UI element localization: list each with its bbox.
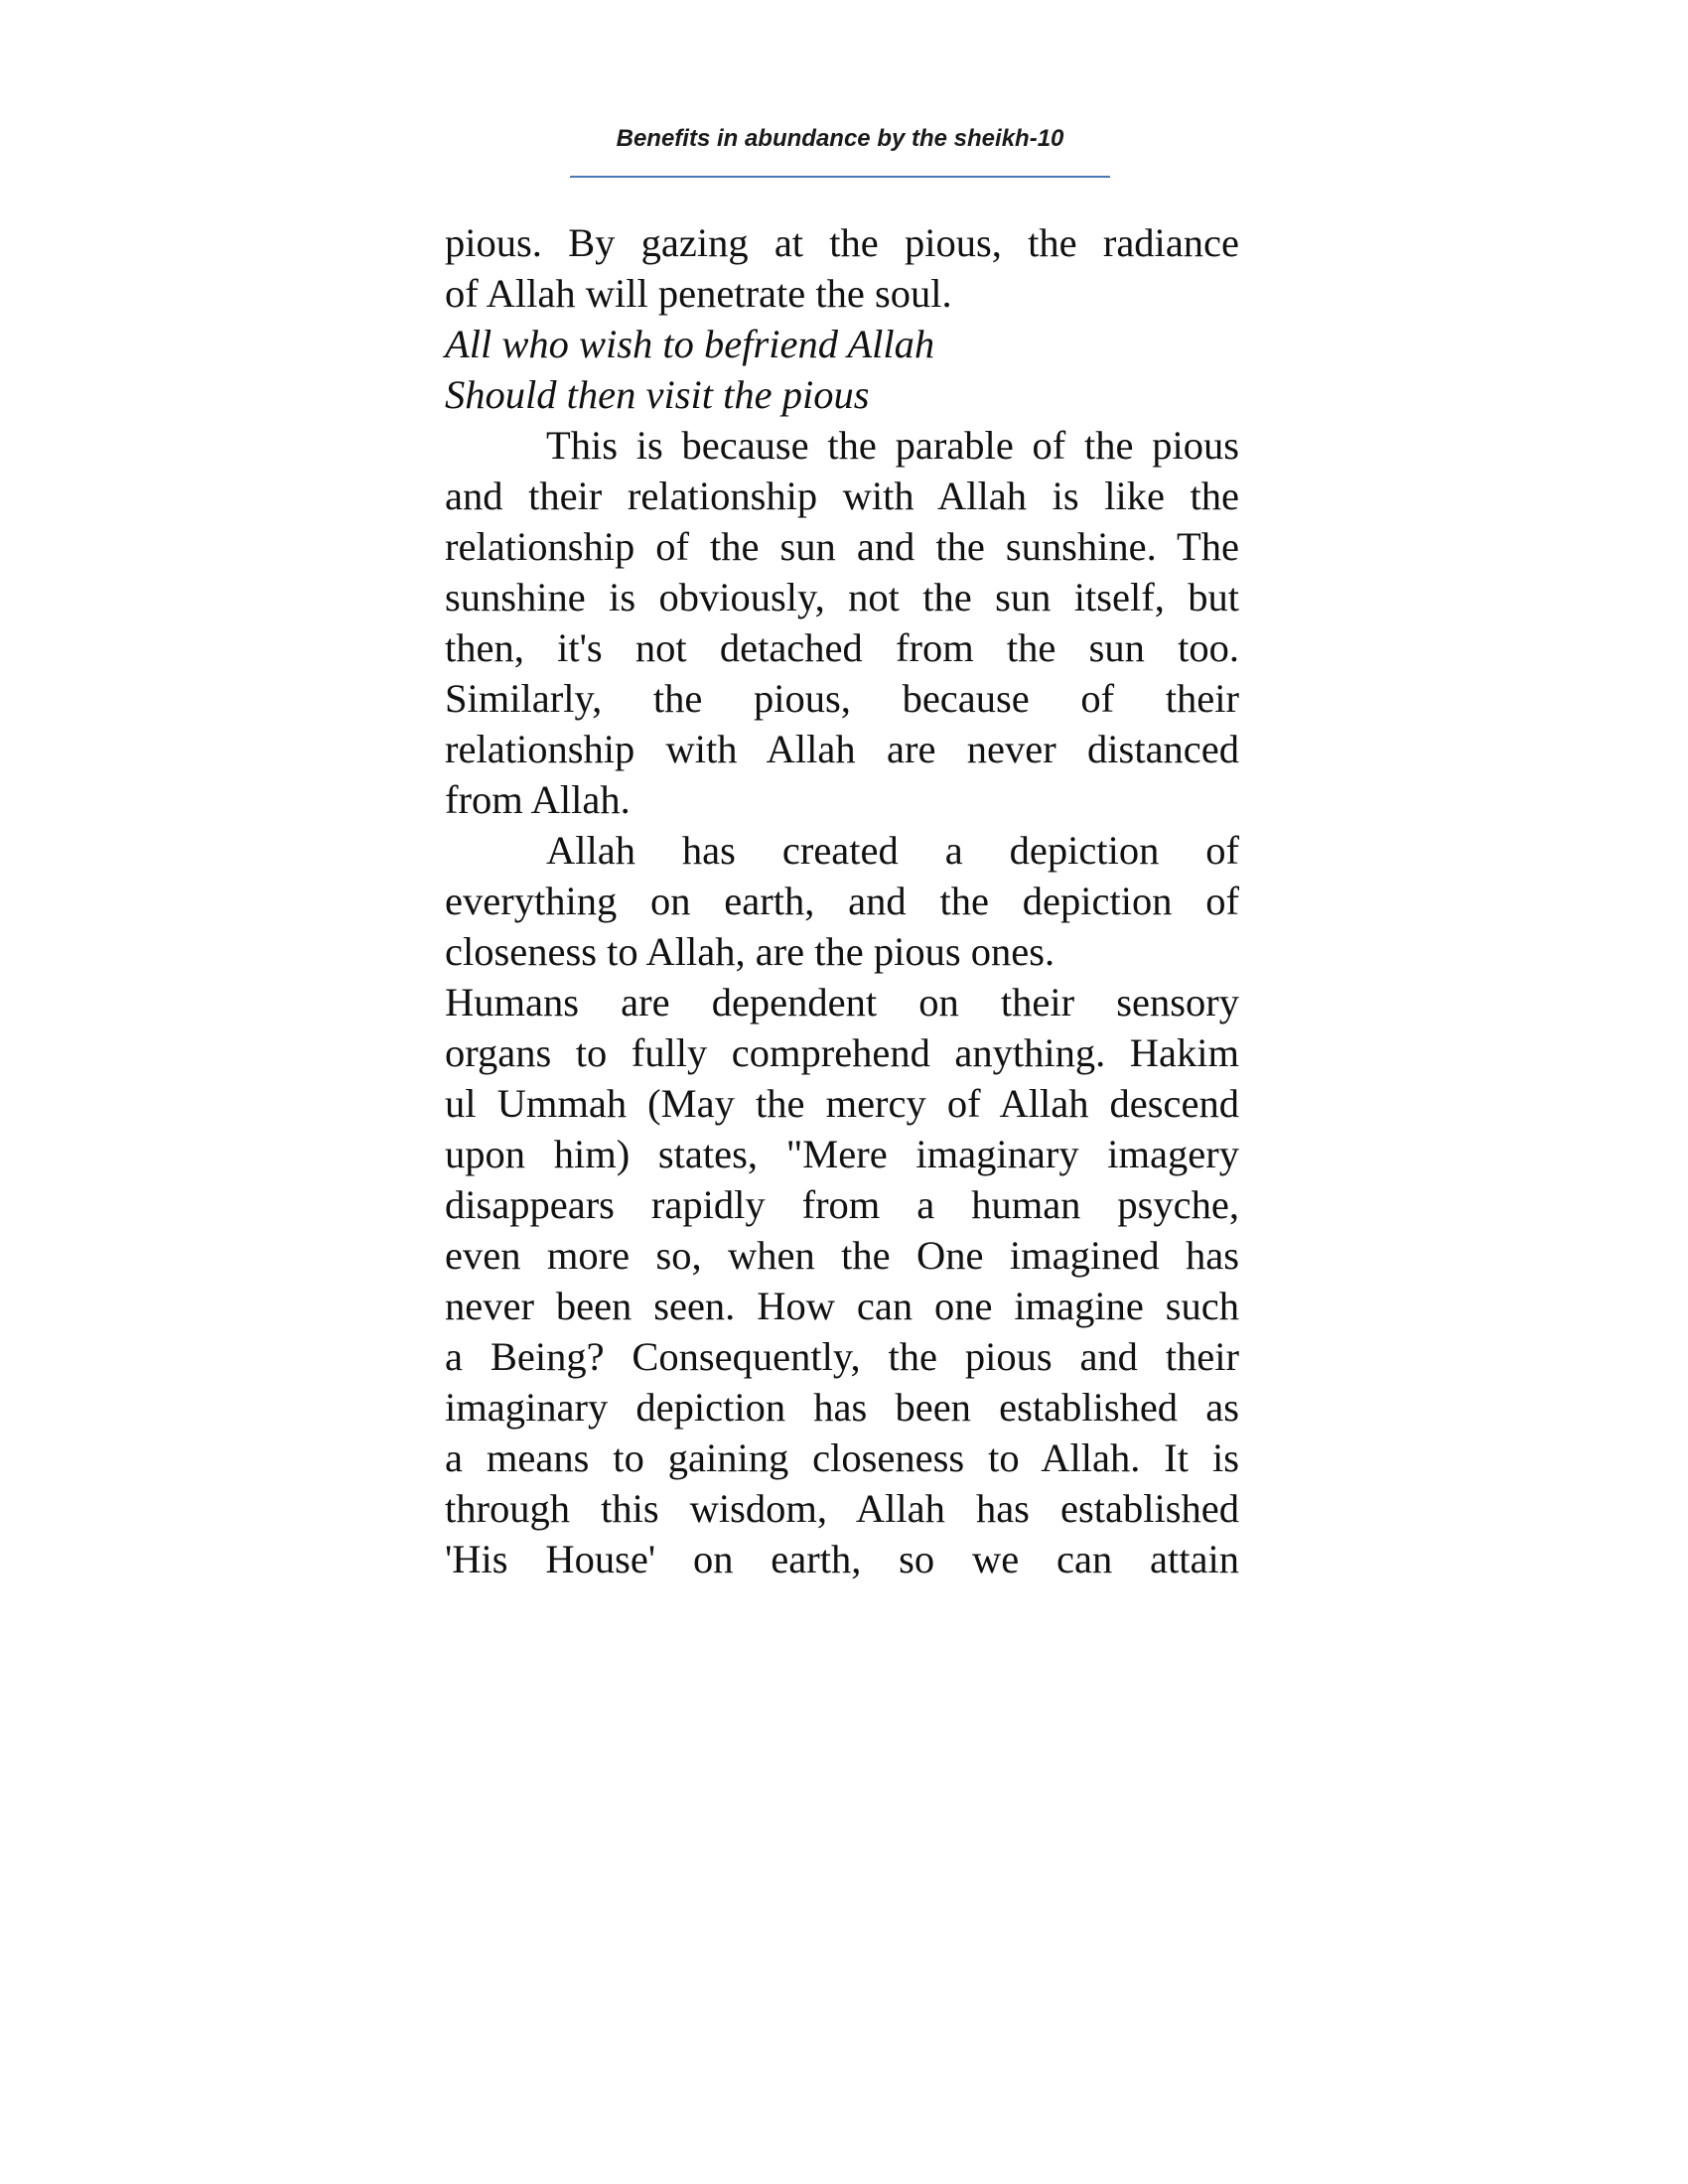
header-divider [570, 176, 1110, 178]
text-line: relationship of the sun and the sunshine. The [445, 524, 1239, 569]
text-line: through this wisdom, Allah has established [445, 1486, 1239, 1531]
text-line: relationship with Allah are never distanced [445, 727, 1239, 771]
text-line: Similarly, the pious, because of their [445, 676, 1239, 721]
text-line: Humans are dependent on their sensory [445, 980, 1239, 1024]
text-line: never been seen. How can one imagine such [445, 1284, 1239, 1328]
text-line: from Allah. [445, 777, 631, 822]
text-line: even more so, when the One imagined has [445, 1233, 1239, 1278]
verse-line: All who wish to befriend Allah [445, 322, 935, 366]
text-line: a Being? Consequently, the pious and their [445, 1334, 1239, 1379]
text-line: then, it's not detached from the sun too. [445, 625, 1239, 670]
text-line: pious. By gazing at the pious, the radiance [445, 220, 1239, 265]
text-line: This is because the parable of the pious [546, 423, 1239, 468]
text-line: of Allah will penetrate the soul. [445, 271, 952, 316]
text-line: disappears rapidly from a human psyche, [445, 1182, 1239, 1227]
text-line: upon him) states, "Mere imaginary imagery [445, 1132, 1239, 1176]
text-line: and their relationship with Allah is like the [445, 474, 1239, 518]
text-line: closeness to Allah, are the pious ones. [445, 929, 1055, 974]
text-line: Allah has created a depiction of [546, 828, 1239, 873]
body-text [445, 217, 1239, 1584]
text-line: everything on earth, and the depiction of [445, 879, 1239, 923]
text-line: 'His House' on earth, so we can attain [445, 1537, 1239, 1581]
running-header: Benefits in abundance by the sheikh-10 [616, 125, 1064, 152]
text-line: organs to fully comprehend anything. Hakim [445, 1030, 1239, 1075]
text-line: sunshine is obviously, not the sun itself, but [445, 575, 1239, 619]
text-line: imaginary depiction has been established as [445, 1385, 1239, 1430]
text-line: a means to gaining closeness to Allah. It is [445, 1435, 1239, 1480]
verse-line: Should then visit the pious [445, 372, 870, 417]
text-line: ul Ummah (May the mercy of Allah descend [445, 1081, 1239, 1126]
